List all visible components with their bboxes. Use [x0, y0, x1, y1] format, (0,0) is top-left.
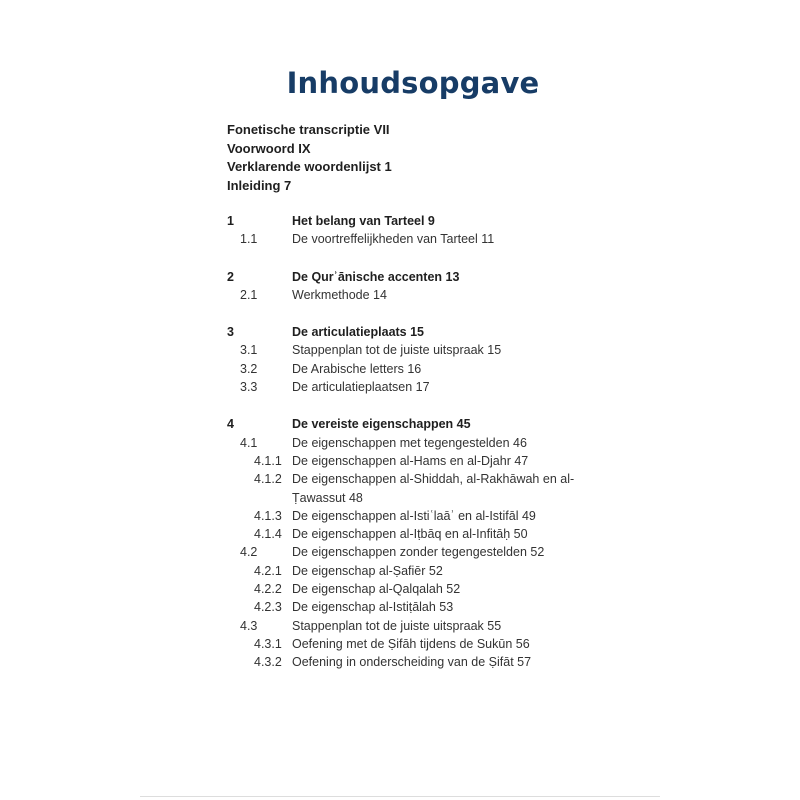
entry-number: 4.2.3	[254, 600, 282, 615]
entry-number: 4.2	[240, 545, 258, 560]
toc-entry	[0, 564, 800, 582]
toc-entry	[0, 637, 800, 655]
page-title: Inhoudsopgave	[286, 66, 540, 100]
toc-entry	[0, 380, 800, 398]
chapter-2	[0, 270, 800, 307]
entry-number: 2.1	[240, 287, 258, 302]
entry-title: De voortreffelijkheden van Tarteel 11	[292, 232, 495, 247]
entry-number: 3.3	[240, 380, 258, 395]
front-matter-item: Fonetische transcriptie VII	[227, 122, 390, 137]
entry-number: 4.1.2	[254, 472, 282, 487]
toc-entry	[0, 527, 800, 545]
entry-number: 3.1	[240, 343, 258, 358]
toc-entry-continuation	[0, 491, 800, 509]
chapter-number: 4	[227, 417, 234, 432]
chapter-heading	[0, 214, 800, 232]
toc-entry	[0, 600, 800, 618]
table-of-contents	[0, 214, 800, 693]
entry-title-continuation: Ṭawassut 48	[292, 490, 363, 505]
toc-entry	[0, 232, 800, 250]
chapter-title: Het belang van Tarteel 9	[292, 214, 435, 228]
entry-title: Stappenplan tot de juiste uitspraak 55	[292, 618, 502, 633]
front-matter-item: Voorwoord IX	[227, 140, 311, 156]
toc-entry	[0, 545, 800, 563]
toc-entry	[0, 472, 800, 490]
chapter-heading	[0, 270, 800, 288]
toc-entry	[0, 655, 800, 673]
chapter-4	[0, 417, 800, 673]
entry-title: De eigenschappen met tegengestelden 46	[292, 435, 527, 450]
entry-title: De eigenschappen al-Shiddah, al-Rakhāwah en al-	[292, 472, 575, 487]
page-bottom-divider	[140, 796, 660, 797]
entry-title: Oefening met de Ṣifāh tijdens de Sukūn 56	[292, 636, 530, 651]
entry-title: De eigenschappen zonder tegengestelden 52	[292, 545, 545, 560]
toc-entry	[0, 619, 800, 637]
chapter-3	[0, 325, 800, 398]
entry-title: De eigenschappen al-Hams en al-Djahr 47	[292, 453, 529, 468]
front-matter-item: Inleiding 7	[227, 177, 292, 193]
toc-entry	[0, 288, 800, 306]
entry-title: De eigenschap al-Istiṭālah 53	[292, 600, 454, 615]
entry-number: 4.3	[240, 618, 258, 633]
entry-title: De eigenschap al-Qalqalah 52	[292, 582, 461, 597]
entry-number: 4.3.2	[254, 655, 282, 670]
entry-number: 3.2	[240, 361, 258, 376]
entry-title: De eigenschappen al-Istiʿlaāʾ en al-Istifāl 49	[292, 508, 536, 523]
toc-entry	[0, 454, 800, 472]
entry-title: De eigenschappen al-Iṭbāq en al-Infitāḥ 50	[292, 527, 528, 542]
chapter-title: De articulatieplaats 15	[292, 325, 425, 340]
chapter-number: 2	[227, 269, 234, 284]
entry-title: De eigenschap al-Ṣafiēr 52	[292, 563, 443, 578]
entry-number: 4.1.4	[254, 527, 282, 542]
chapter-heading	[0, 325, 800, 343]
entry-number: 4.3.1	[254, 636, 282, 651]
toc-entry	[0, 362, 800, 380]
toc-entry	[0, 436, 800, 454]
entry-number: 4.1	[240, 435, 258, 450]
entry-number: 1.1	[240, 232, 258, 247]
entry-number: 4.2.2	[254, 582, 282, 597]
entry-title: De articulatieplaatsen 17	[292, 380, 430, 395]
entry-title: De Arabische letters 16	[292, 361, 422, 376]
entry-title: Stappenplan tot de juiste uitspraak 15	[292, 343, 502, 358]
chapter-title: De vereiste eigenschappen 45	[292, 417, 471, 432]
front-matter-list	[227, 121, 392, 195]
entry-number: 4.1.1	[254, 453, 282, 468]
toc-entry	[0, 343, 800, 361]
entry-number: 4.2.1	[254, 563, 282, 578]
entry-number: 4.1.3	[254, 508, 282, 523]
chapter-number: 1	[227, 214, 234, 228]
toc-entry	[0, 582, 800, 600]
toc-entry	[0, 509, 800, 527]
entry-title: Werkmethode 14	[292, 287, 387, 302]
entry-title: Oefening in onderscheiding van de Ṣifāt 57	[292, 655, 532, 670]
chapter-heading	[0, 417, 800, 435]
chapter-1	[0, 214, 800, 251]
chapter-number: 3	[227, 325, 234, 340]
front-matter-item: Verklarende woordenlijst 1	[227, 159, 392, 174]
chapter-title: De Qurʾānische accenten 13	[292, 269, 460, 284]
